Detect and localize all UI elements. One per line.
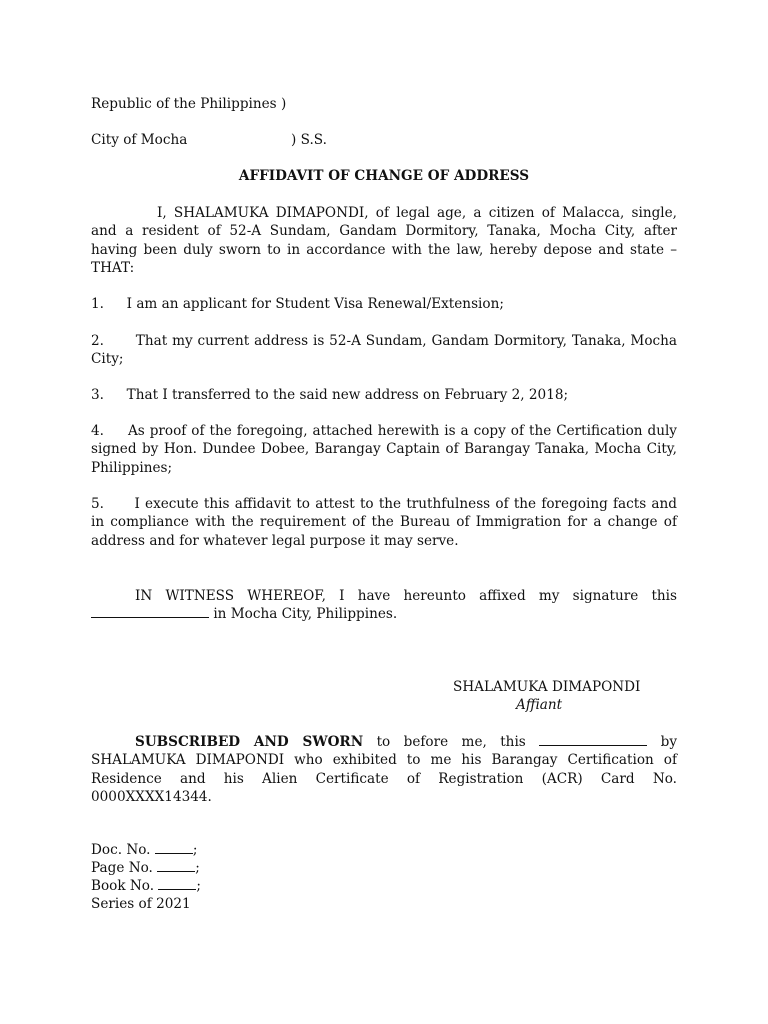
series-line: Series of 2021 (91, 896, 191, 912)
item-text: That my current address is 52-A Sundam, Gandam Dormitory, Tanaka, Mocha City; (91, 333, 677, 368)
item-number: 1. (91, 296, 104, 312)
jurat-paragraph (91, 733, 677, 806)
witness-text: IN WITNESS WHEREOF, I have hereunto affixed my signature this (135, 588, 677, 604)
jurat-text: to before me, this (376, 734, 526, 750)
doc-no-label: Doc. No. (91, 842, 151, 858)
book-no-line: Book No. ; (91, 878, 201, 894)
item-text: I am an applicant for Student Visa Renewal/Extension; (126, 296, 504, 312)
venue-ss: ) S.S. (291, 132, 327, 148)
book-no-blank (158, 877, 196, 890)
list-item (91, 295, 677, 313)
item-number: 5. (91, 496, 104, 512)
item-number: 2. (91, 333, 104, 349)
page-no-blank (157, 859, 195, 872)
venue-republic: Republic of the Philippines ) (91, 96, 287, 112)
item-text: As proof of the foregoing, attached herewith is a copy of the Certification duly signed by Hon. Dundee Dobee, Barangay Captain of Barangay Tanaka, Mocha City, Philippines; (91, 423, 677, 476)
book-no-label: Book No. (91, 878, 155, 894)
affidavit-document (91, 0, 677, 1024)
date-blank-line (91, 605, 209, 618)
page-no-label: Page No. (91, 860, 153, 876)
affiant-label: Affiant (516, 697, 563, 713)
list-item (91, 386, 677, 404)
witness-paragraph (91, 587, 677, 624)
list-item (91, 422, 677, 477)
venue-city: City of Mocha (91, 132, 188, 148)
item-number: 4. (91, 423, 104, 439)
intro-paragraph: I, SHALAMUKA DIMAPONDI, of legal age, a citizen of Malacca, single, and a resident of 52-A Sundam, Gandam Dormitory, Tanaka, Mocha City, after having been duly sworn to in accordance with the law, hereby depose and state – THAT: (91, 205, 677, 276)
doc-no-blank (155, 841, 193, 854)
doc-no-line: Doc. No. ; (91, 842, 198, 858)
page-no-line: Page No. ; (91, 860, 200, 876)
item-number: 3. (91, 387, 104, 403)
list-item (91, 495, 677, 550)
jurat-date-blank-line (539, 733, 647, 746)
affiant-name: SHALAMUKA DIMAPONDI (453, 679, 641, 695)
jurat-text-continued: by SHALAMUKA DIMAPONDI who exhibited to me his Barangay Certification of Residence and his Alien Certificate of Registration (ACR) Card No. 0000XXXX14344. (91, 734, 678, 805)
item-text: I execute this affidavit to attest to the truthfulness of the foregoing facts and in compliance with the requirement of the Bureau of Immigration for a change of address and for whatever legal purpose it may serve. (91, 496, 677, 549)
list-item (91, 332, 677, 369)
document-title: AFFIDAVIT OF CHANGE OF ADDRESS (238, 168, 530, 184)
item-text: That I transferred to the said new address on February 2, 2018; (126, 387, 569, 403)
jurat-heading: SUBSCRIBED AND SWORN (135, 734, 364, 750)
witness-location: in Mocha City, Philippines. (213, 606, 398, 623)
